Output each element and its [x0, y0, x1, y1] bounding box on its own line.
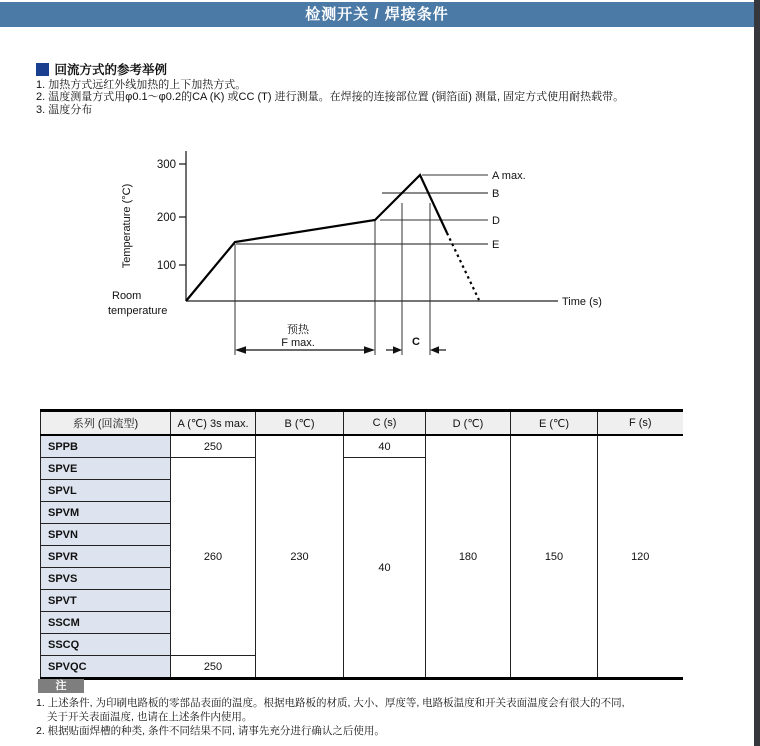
series-cell: SPVL — [41, 480, 171, 502]
section-title-label: 回流方式的参考举例 — [54, 63, 167, 77]
origin-label-room: Room — [112, 290, 142, 302]
series-cell: SPVM — [41, 502, 171, 524]
footer-note-line-3: 2. 根据贴面焊槽的种类, 条件不同结果不同, 请事先充分进行确认之后使用。 — [36, 724, 385, 737]
page-title: 检测开关 / 焊接条件 — [305, 6, 449, 23]
value-a-spvqc: 250 — [171, 656, 256, 679]
ref-label-d: D — [492, 215, 500, 227]
col-header-e: E (℃) — [511, 411, 598, 436]
value-e-all: 150 — [511, 435, 598, 679]
fmax-label: F max. — [281, 337, 315, 349]
soldering-conditions-table — [40, 409, 683, 680]
arrow-inward-left-icon — [430, 346, 439, 354]
preheat-label: 预热 — [287, 324, 309, 336]
value-d-all: 180 — [426, 435, 511, 679]
series-cell: SPVE — [41, 458, 171, 480]
arrow-right-icon — [364, 346, 375, 354]
section-title — [36, 60, 167, 78]
series-cell: SPVR — [41, 546, 171, 568]
ref-label-e: E — [492, 239, 500, 251]
series-cell: SSCQ — [41, 634, 171, 656]
temperature-profile-chart — [100, 143, 660, 373]
value-c-sppb: 40 — [344, 435, 426, 458]
note-line-2: 2. 温度测量方式用φ0.1～φ0.2的CA (K) 或CC (T) 进行测量。在焊接的连接部位置 (铜箔面) 测量, 固定方式使用耐热载带。 — [36, 91, 625, 104]
ref-label-a-max: A max. — [492, 170, 526, 182]
y-axis-label: Temperature (°C) — [121, 183, 133, 269]
col-header-a: A (℃) 3s max. — [171, 411, 256, 436]
col-header-b: B (℃) — [256, 411, 344, 436]
x-axis-label: Time (s) — [562, 296, 602, 308]
ref-label-b: B — [492, 188, 500, 200]
arrow-inward-right-icon — [393, 346, 402, 354]
value-c-merged: 40 — [344, 458, 426, 679]
series-cell: SPVT — [41, 590, 171, 612]
section-bullet-icon — [36, 63, 49, 76]
origin-label-temperature: temperature — [108, 305, 168, 317]
value-a-merged: 260 — [171, 458, 256, 656]
value-f-all: 120 — [598, 435, 683, 679]
value-b-all: 230 — [256, 435, 344, 679]
y-tick-label-200: 200 — [156, 212, 176, 224]
y-tick-label-300: 300 — [156, 159, 176, 171]
col-header-f: F (s) — [598, 411, 683, 436]
footer-notes — [36, 697, 625, 738]
footer-note-line-2: 关于开关表面温度, 也请在上述条件内使用。 — [47, 710, 253, 723]
table-header-row — [41, 411, 683, 436]
c-span-label: C — [412, 336, 420, 348]
procedure-notes — [36, 79, 624, 116]
value-a-sppb: 250 — [171, 435, 256, 458]
table-row — [41, 435, 683, 458]
page-edge-strip — [754, 0, 760, 746]
col-header-c: C (s) — [344, 411, 426, 436]
arrow-left-icon — [235, 346, 246, 354]
col-header-series: 系列 (回流型) — [41, 411, 171, 436]
series-cell: SPVS — [41, 568, 171, 590]
series-cell: SPPB — [41, 435, 171, 458]
series-cell: SPVQC — [41, 656, 171, 679]
note-badge: 注 — [38, 679, 84, 693]
footer-note-line-1: 1. 上述条件, 为印刷电路板的零部品表面的温度。根据电路板的材质, 大小、厚度等, 电路板温度和开关表面温度会有很大的不同, — [36, 697, 625, 709]
series-cell: SSCM — [41, 612, 171, 634]
y-tick-label-100: 100 — [156, 260, 176, 272]
note-line-1: 1. 加热方式远红外线加热的上下加热方式。 — [36, 79, 247, 91]
reference-lines — [236, 175, 488, 244]
col-header-d: D (℃) — [426, 411, 511, 436]
series-cell: SPVN — [41, 524, 171, 546]
note-line-3: 3. 温度分布 — [36, 103, 93, 116]
page-header — [0, 2, 754, 27]
